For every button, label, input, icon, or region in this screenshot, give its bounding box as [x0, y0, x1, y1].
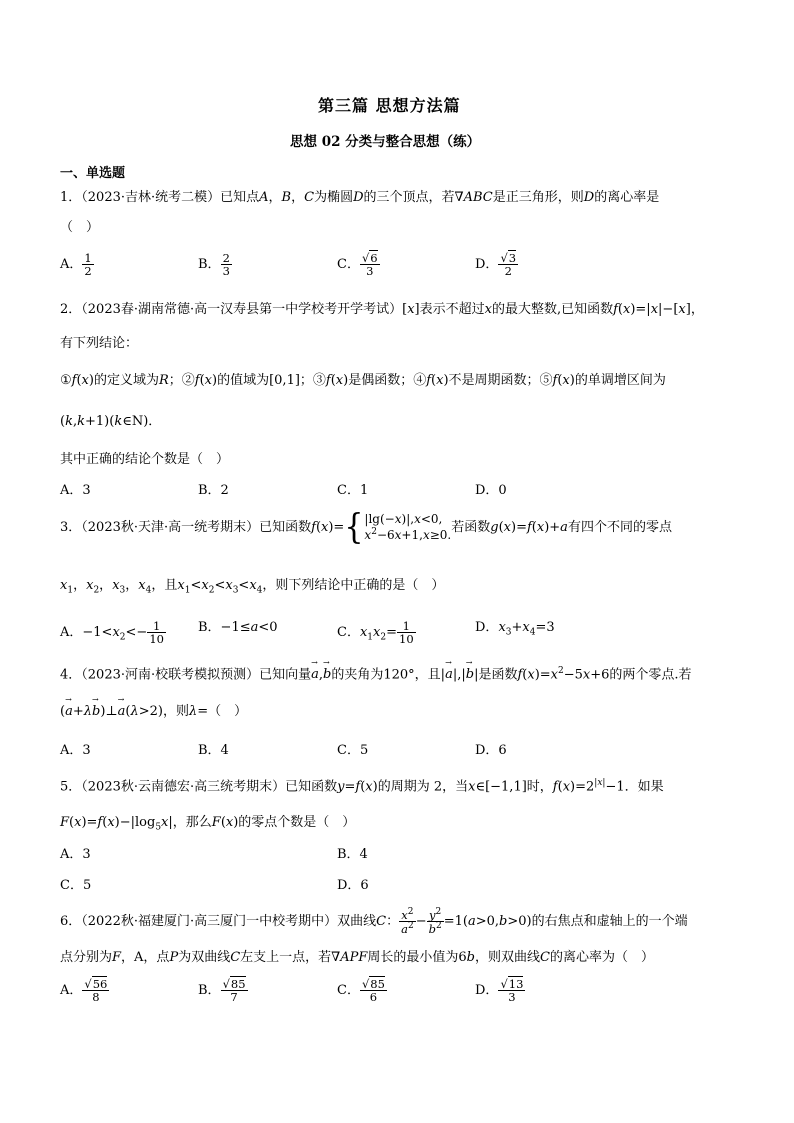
question-4-option-d: D．6: [475, 743, 507, 758]
question-6-stem-cont: 点分别为F，A，点P为双曲线C左支上一点，若∇APF周长的最小值为6b，则双曲线C的离心率为（ ）: [60, 950, 654, 965]
question-2-option-b: B．2: [198, 483, 229, 498]
question-3-option-d: D．$x_3+x_4=3$: [475, 620, 555, 638]
question-3-option-c: C．$x_1x_2=$ $\frac{1}{10}$: [337, 619, 414, 647]
question-3-stem-cont: $x_1$，$x_2$，$x_3$，$x_4$，且$x_1<x_2<x_3<x_4$，则下列结论中正确的是（ ）: [60, 578, 445, 596]
document-title: 第三篇 思想方法篇: [318, 96, 461, 115]
question-1-option-b: B． $\frac{2}{3}$: [198, 251, 230, 279]
question-6-option-b: B． $\frac{√85}{7}$: [198, 977, 246, 1005]
question-2-ask: 其中正确的结论个数是（ ）: [60, 452, 230, 467]
question-3-option-a: A．$-1<x_2<-$ $\frac{1}{10}$: [60, 619, 164, 647]
question-4-stem-cont: (→ a+λ→ b)⊥→ a(λ>2)，则λ=（ ）: [60, 704, 247, 720]
question-1-stem: 1．（2023·吉林·统考二模）已知点A，B，C为椭圆D的三个顶点，若∇ABC是正三角形，则D的离心率是: [60, 190, 660, 205]
question-4-option-b: B．4: [198, 743, 229, 758]
question-2-statements-cont: (k,k+1)(k∈N)．: [60, 414, 162, 429]
question-3-option-b: B．−1≤a<0: [198, 620, 278, 635]
question-2-stem: 2．（2023春·湖南常德·高一汉寿县第一中学校考开学考试）[x]表示不超过x的最大整数,已知函数f(x)=|x|−[x]，: [60, 302, 704, 317]
document-page: [60, 0, 750, 1123]
question-5-stem-cont: $F(x)=f(x)-|\log_5x|$，那么F(x)的零点个数是（ ）: [60, 815, 356, 833]
question-1-option-c: C． $\frac{√6}{3}$: [337, 251, 378, 279]
question-5-stem: 5．（2023秋·云南德宏·高三统考期末）已知函数y=f(x)的周期为 2，当x∈[−1,1]时，$f(x)=2^{|x|}-1$．如果: [60, 778, 664, 795]
question-5-option-d: D．6: [337, 878, 369, 893]
question-2-statements: ①f(x)的定义域为R；②f(x)的值域为[0,1]；③f(x)是偶函数；④f(x)不是周期函数；⑤f(x)的单调增区间为: [60, 373, 666, 388]
question-2-option-d: D．0: [475, 483, 507, 498]
document-subtitle: 思想 02 分类与整合思想（练）: [290, 134, 481, 150]
question-2-option-a: A．3: [60, 483, 91, 498]
question-1-option-a: A． $\frac{1}{2}$: [60, 251, 92, 279]
question-5-option-b: B．4: [337, 847, 368, 862]
question-3-stem: 3．（2023秋·天津·高一统考期末）已知函数f(x)={ |lg(−x)|,x<0, $x^2-6x+1,x\ge 0$. 若函数g(x)=f(x)+a有四个不同的零点: [60, 506, 672, 548]
question-4-option-c: C．5: [337, 743, 369, 758]
question-6-option-c: C． $\frac{√85}{6}$: [337, 977, 385, 1005]
question-6-option-a: A． $\frac{√56}{8}$: [60, 977, 108, 1005]
question-5-option-a: A．3: [60, 847, 91, 862]
question-6-stem: 6．（2022秋·福建厦门·高三厦门一中校考期中）双曲线C： $\frac{x^2}{a^2}$ − $\frac{y^2}{b^2}$ =1(a>0,b>0)的右焦点和虚轴上的一个端: [60, 907, 688, 936]
question-2-stem-cont: 有下列结论：: [60, 336, 139, 351]
question-6-option-d: D． $\frac{√13}{3}$: [475, 977, 524, 1005]
question-4-option-a: A．3: [60, 743, 91, 758]
question-1-stem-cont: （ ）: [60, 220, 100, 235]
question-2-option-c: C．1: [337, 483, 369, 498]
question-1-option-d: D． $\frac{√3}{2}$: [475, 251, 517, 279]
question-4-stem: 4．（2023·河南·校联考模拟预测）已知向量→ a,→ b的夹角为120°，且|→ a|,|→ b|是函数$f(x)=x^2-5x+6$的两个零点.若: [60, 666, 692, 683]
question-5-option-c: C．5: [60, 878, 92, 893]
section-heading: 一、单选题: [60, 166, 126, 181]
